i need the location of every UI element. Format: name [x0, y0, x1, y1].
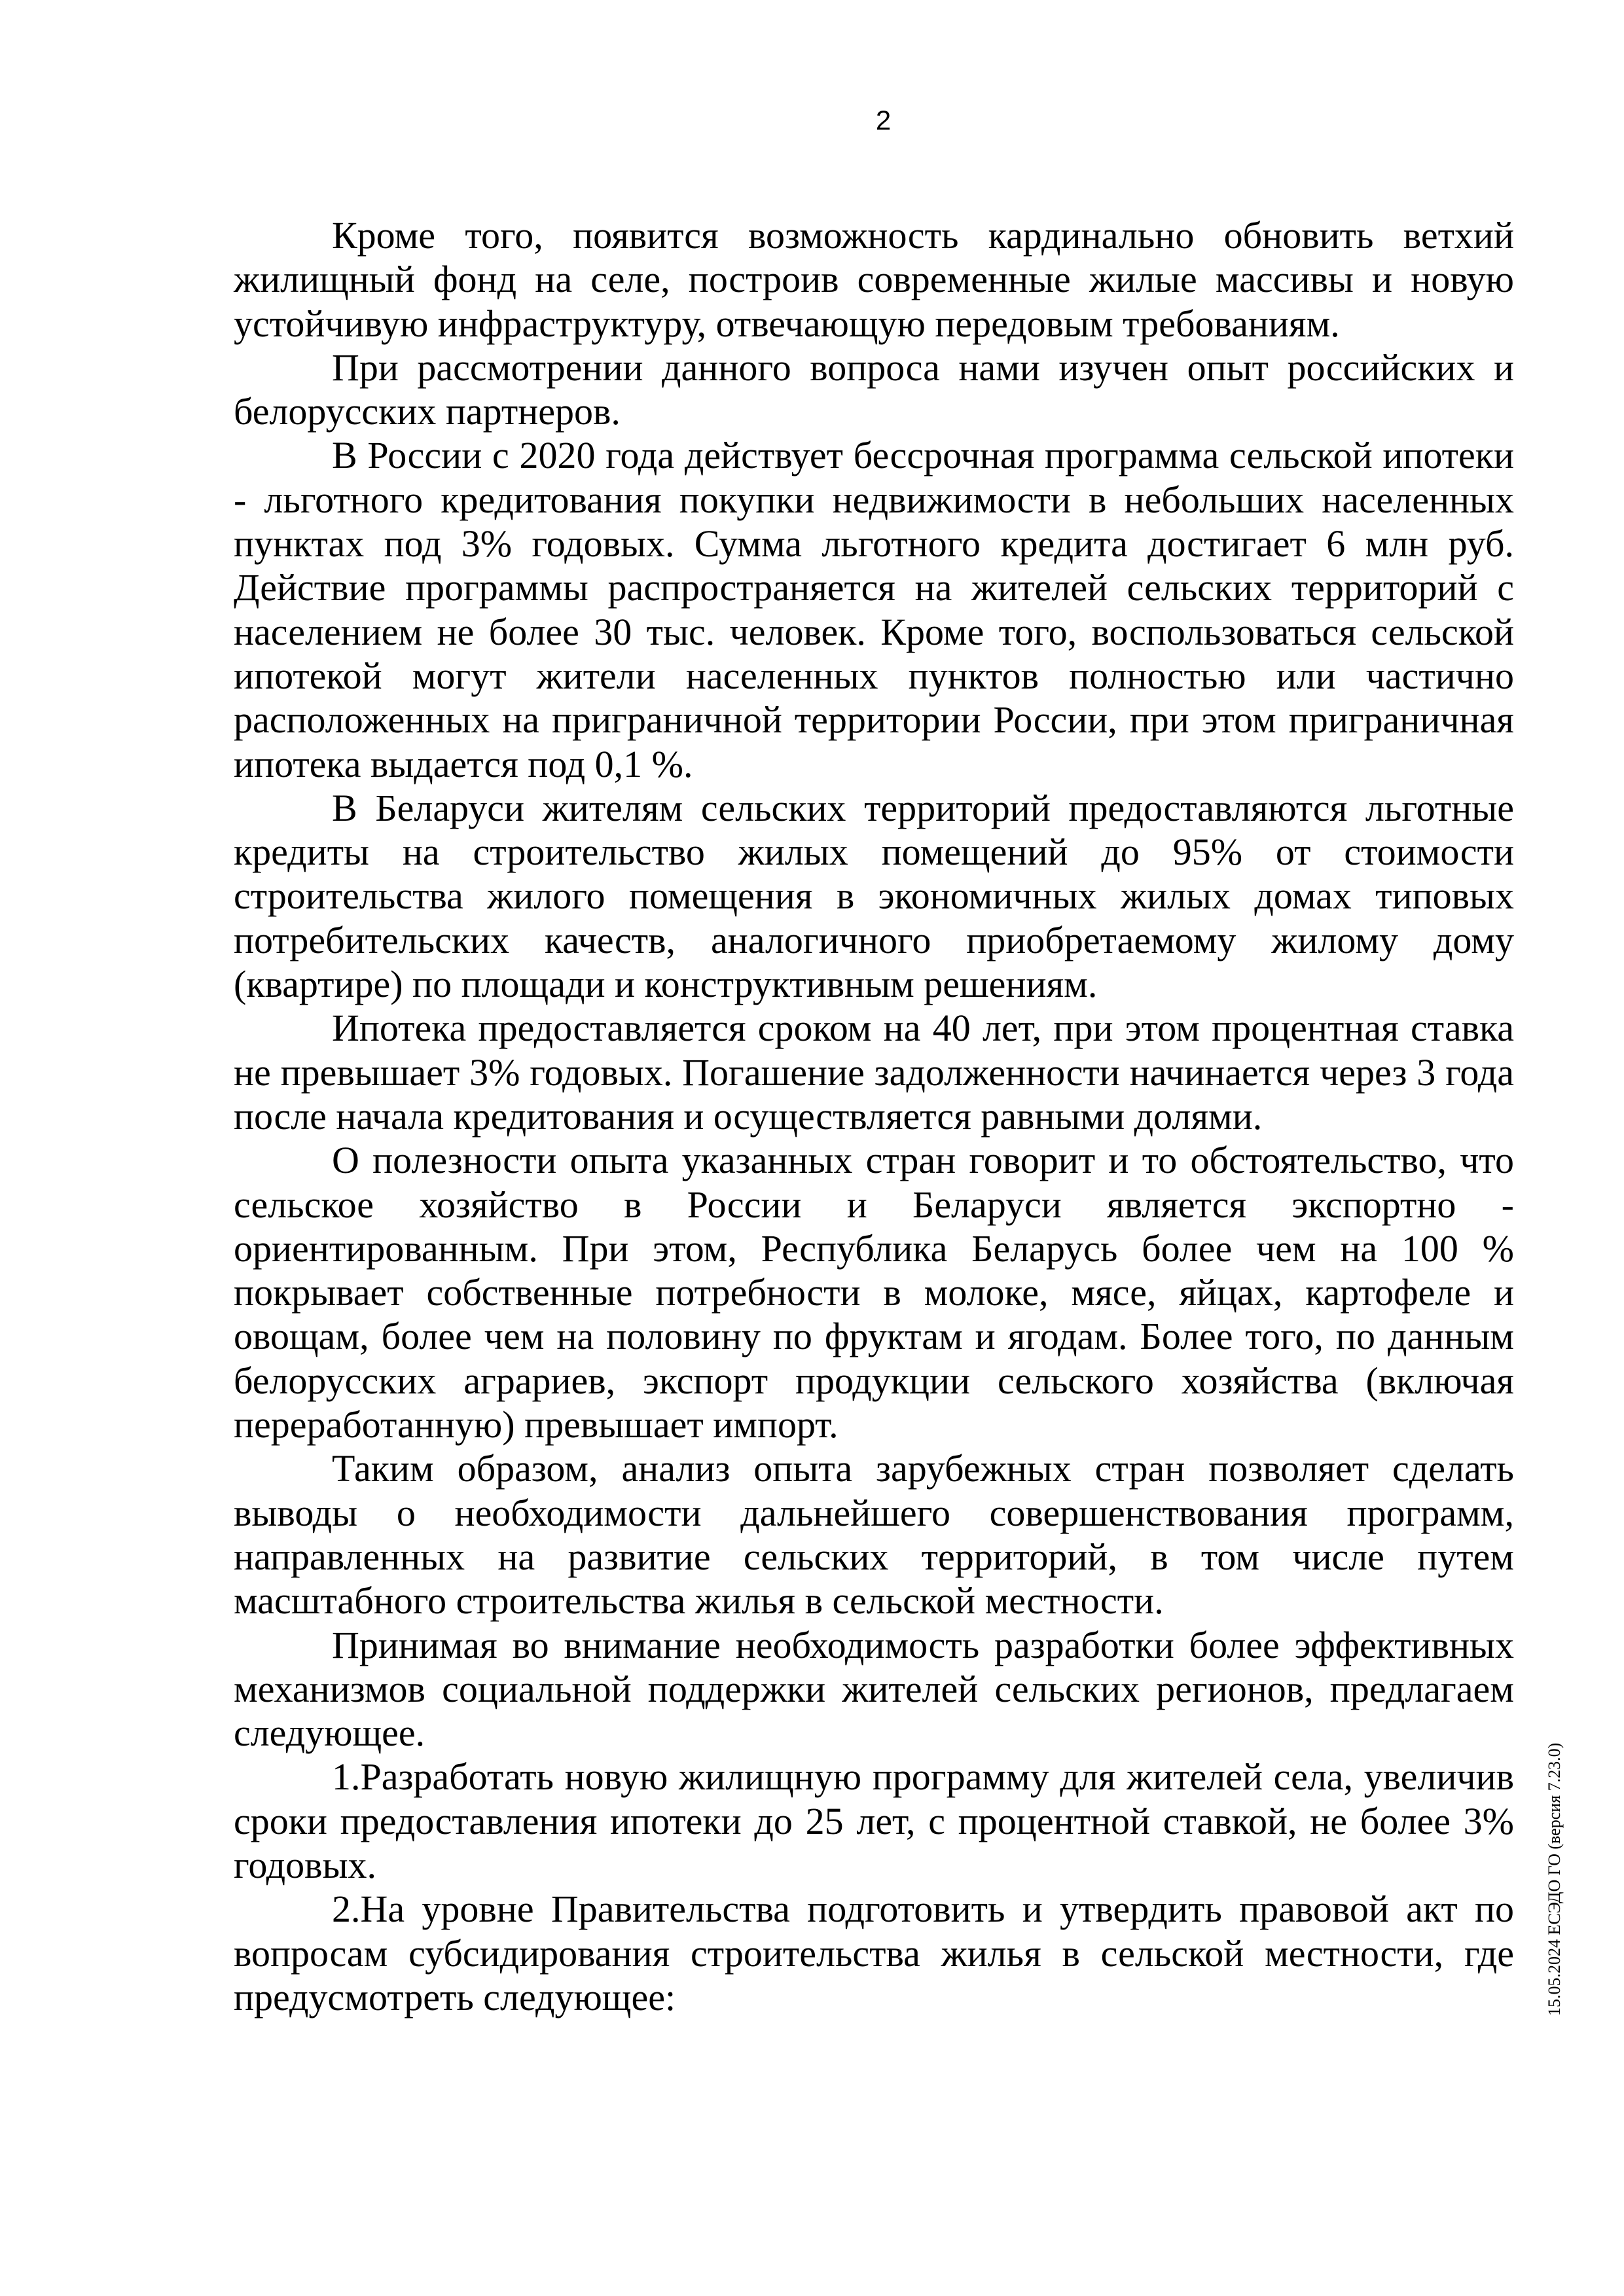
paragraph-2: При рассмотрении данного вопроса нами изучен опыт российских и белорусских партнеров.: [234, 346, 1514, 433]
paragraph-9: 1.Разработать новую жилищную программу для жителей села, увеличив сроки предоставления ипотеки до 25 лет, с процентной ставкой, не более 3% годовых.: [234, 1755, 1514, 1886]
paragraph-5: Ипотека предоставляется сроком на 40 лет, при этом процентная ставка не превышает 3% годовых. Погашение задолженности начинается через 3 года после начала кредитования и осуществляется равными долями.: [234, 1007, 1514, 1138]
paragraph-10: 2.На уровне Правительства подготовить и утвердить правовой акт по вопросам субсидирования строительства жилья в сельской местности, где предусмотреть следующее:: [234, 1888, 1514, 2018]
paragraph-1: Кроме того, появится возможность кардинально обновить ветхий жилищный фонд на селе, построив современные жилые массивы и новую устойчивую инфраструктуру, отвечающую передовым требованиям.: [234, 214, 1514, 345]
paragraph-7: Таким образом, анализ опыта зарубежных стран позволяет сделать выводы о необходимости дальнейшего совершенствования программ, направленных на развитие сельских территорий, в том числе путем масштабного строительства жилья в сельской местности.: [234, 1447, 1514, 1623]
document-body: [234, 213, 1514, 2019]
page-number-text: 2: [875, 105, 892, 135]
paragraph-6: О полезности опыта указанных стран говорит и то обстоятельство, что сельское хозяйство в России и Беларуси является экспортно - ориентированным. При этом, Республика Беларусь более чем на 100 % покрывает собственные потребности в молоке, мясе, яйцах, картофеле и овощам, более чем на половину по фруктам и ягодам. Более того, по данным белорусских аграриев, экспорт продукции сельского хозяйства (включая переработанную) превышает импорт.: [234, 1139, 1514, 1446]
paragraph-4: В Беларуси жителям сельских территорий предоставляются льготные кредиты на строительство жилых помещений до 95% от стоимости строительства жилого помещения в экономичных жилых домах типовых потребительских качеств, аналогичного приобретаемому жилому дому (квартире) по площади и конструктивным решениям.: [234, 786, 1514, 1006]
side-registration-stamp: 15.05.2024 ЕСЭДО ГО (версия 7.23.0): [1545, 1742, 1564, 2016]
paragraph-3: В России с 2020 года действует бессрочная программа сельской ипотеки - льготного кредитования покупки недвижимости в небольших населенных пунктах под 3% годовых. Сумма льготного кредита достигает 6 млн руб. Действие программы распространяется на жителей сельских территорий с населением не более 30 тыс. человек. Кроме того, воспользоваться сельской ипотекой могут жители населенных пунктов полностью или частично расположенных на приграничной территории России, при этом приграничная ипотека выдается под 0,1 %.: [234, 434, 1514, 785]
page-number: [0, 105, 1624, 136]
paragraph-8: Принимая во внимание необходимость разработки более эффективных механизмов социальной поддержки жителей сельских регионов, предлагаем следующее.: [234, 1623, 1514, 1755]
